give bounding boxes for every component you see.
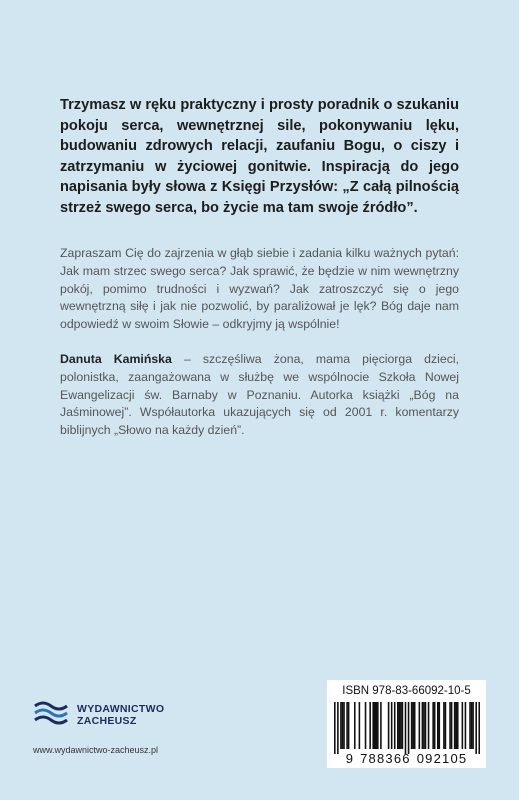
barcode-bar	[475, 702, 477, 754]
barcode-bar	[374, 702, 376, 749]
barcode-bar	[340, 702, 342, 749]
barcode-bar	[391, 702, 393, 749]
author-name: Danuta Kamińska	[60, 352, 172, 366]
barcode-digit-lead: 9	[345, 751, 355, 766]
barcode-bar	[397, 702, 399, 749]
barcode-bar	[457, 702, 459, 749]
publisher-line-2: ZACHEUSZ	[77, 715, 137, 727]
barcode-bar	[443, 702, 445, 749]
publisher-website: www.wydawnictwo-zacheusz.pl	[33, 745, 159, 755]
barcode-bar	[439, 702, 441, 749]
barcode-bar	[422, 702, 424, 749]
author-bio-text: – szczęśliwa żona, mama pięciorga dzieci, polonistka, zaangażowana w służbę we wspólnocie Szkoła Nowej Ewangelizacji św. Barnaby w Poznaniu. Autorka książki „Bóg na Jaśminowej”. Współautorka ukazujących się od 2001 r. komentarzy biblijnych „Słowo na każdy dzień”.	[60, 352, 459, 438]
barcode-bar	[354, 702, 356, 749]
barcode-bar	[471, 702, 473, 749]
barcode-bar	[445, 702, 447, 749]
barcode-bar	[451, 702, 453, 749]
barcode-bars	[334, 702, 480, 754]
barcode-bar	[369, 702, 371, 749]
barcode-bar	[412, 702, 414, 749]
barcode-bar	[380, 702, 382, 749]
barcode-bar	[462, 702, 464, 749]
barcode-bar	[337, 702, 339, 754]
wave-stripes-logo-icon	[33, 698, 69, 733]
barcode-bar	[359, 702, 361, 749]
barcode-bar	[423, 702, 425, 749]
barcode-bar	[394, 702, 396, 749]
barcode-bar	[388, 702, 390, 749]
barcode-bar	[334, 702, 336, 754]
barcode-digit-right-group: 092105	[416, 751, 468, 766]
invitation-paragraph: Zapraszam Cię do zajrzenia w głąb siebie i zadania kilku ważnych pytań: Jak mam strzec swego serca? Jak sprawić, że będzie w nim wewnętrzny pokój, pomimo trudności i wyzwań? Jak zatroszczyć się o jego wewnętrzną siłę i jak nie pozwolić, by paraliżował je lęk? Bóg daje nam odpowiedź w swoim Słowie – odkryjmy ją wspólnie!	[60, 246, 459, 332]
isbn-barcode	[327, 680, 486, 768]
publisher-name	[77, 703, 164, 727]
barcode-bar	[400, 702, 402, 749]
barcode-bar	[428, 702, 430, 749]
barcode-bar	[375, 702, 377, 749]
barcode-bar	[478, 702, 480, 754]
barcode-bar	[399, 702, 401, 749]
barcode-bar	[425, 702, 427, 749]
barcode-bar	[348, 702, 350, 749]
barcode-bar	[377, 702, 379, 749]
barcode-bar	[455, 702, 457, 749]
barcode-bar	[372, 702, 374, 749]
publisher-logo	[33, 700, 164, 730]
barcode-bar	[411, 702, 413, 749]
barcode-bar	[343, 702, 345, 749]
barcode-bar	[472, 702, 474, 749]
lead-paragraph: Trzymasz w ręku praktyczny i prosty poradnik o szukaniu pokoju serca, wewnętrznej sile, pokonywaniu lęku, budowaniu zdrowych relacji, zaufaniu Bogu, o ciszy i zatrzymaniu w życiowej gonitwie. Inspiracją do jego napisania były słowa z Księgi Przysłów: „Z całą pilnością strzeż swego serca, bo życie ma tam swoje źródło”.	[60, 97, 459, 216]
barcode-bar	[469, 702, 471, 749]
barcode-bar	[432, 702, 434, 749]
barcode-bar	[402, 702, 404, 749]
author-bio-paragraph	[60, 351, 459, 440]
barcode-bar	[454, 702, 456, 749]
isbn-label: ISBN 978-83-66092-10-5	[342, 685, 471, 697]
barcode-bar	[405, 702, 407, 754]
barcode-bar	[449, 702, 451, 749]
barcode-bar	[434, 702, 436, 749]
barcode-bar	[465, 702, 467, 749]
barcode-bar	[365, 702, 367, 749]
barcode-digit-left-group: 788366	[360, 751, 411, 766]
barcode-bar	[419, 702, 421, 749]
barcode-bar	[408, 702, 410, 754]
barcode-digits	[327, 751, 486, 766]
publisher-line-1: WYDAWNICTWO	[77, 703, 165, 715]
barcode-bar	[342, 702, 344, 749]
barcode-bar	[346, 702, 348, 749]
barcode-bar	[414, 702, 416, 749]
barcode-bar	[437, 702, 439, 749]
